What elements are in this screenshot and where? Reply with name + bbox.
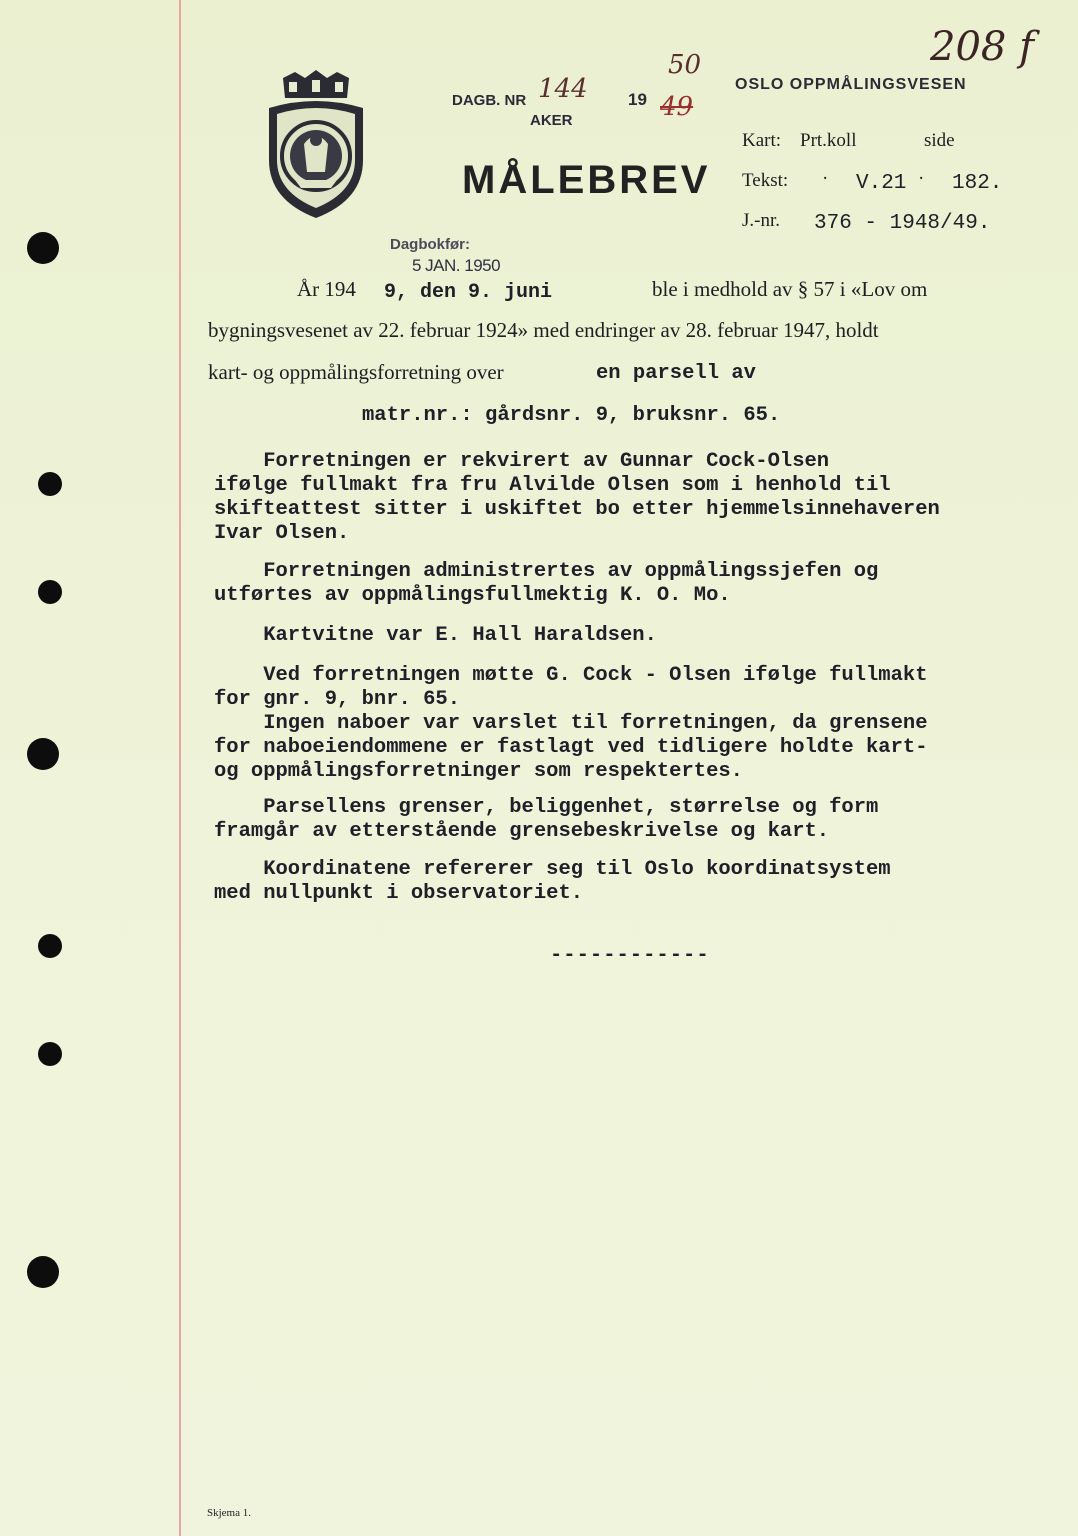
- tekst-bullet: ·: [822, 168, 829, 189]
- tekst-label: Tekst:: [742, 170, 789, 191]
- typed-line-p4: og oppmålingsforretninger som respektertes.: [214, 760, 743, 783]
- stamp-label: Dagbokfør:: [390, 236, 470, 253]
- typed-line-p5: framgår av etterstående grensebeskrivelse og kart.: [214, 820, 830, 843]
- separator-line: ------------: [550, 944, 710, 967]
- margin-rule: [179, 0, 181, 1536]
- corner-note: 208 f: [930, 24, 1034, 70]
- tekst-value: V.21: [856, 172, 907, 195]
- matr-line: matr.nr.: gårdsnr. 9, bruksnr. 65.: [362, 404, 781, 427]
- typed-line-p6: Koordinatene refererer seg til Oslo koordinatsystem: [214, 858, 891, 881]
- dagb-number: 144: [538, 74, 588, 104]
- prtkoll-label: Prt.koll: [800, 130, 857, 151]
- dagb-label: DAGB. NR: [452, 92, 527, 109]
- typed-line-p1: skifteattest sitter i uskiftet bo etter hjemmelsinnehaveren: [214, 498, 940, 521]
- typed-line-p2: utførtes av oppmålingsfullmektig K. O. Mo.: [214, 584, 731, 607]
- typed-line-p1: Ivar Olsen.: [214, 522, 350, 545]
- intro-year-digit: 9, den 9. juni: [384, 281, 553, 304]
- binder-hole: [27, 1256, 59, 1288]
- intro-line2: bygningsvesenet av 22. februar 1924» med endringer av 28. februar 1947, holdt: [208, 318, 879, 342]
- intro-year-text: År 194: [297, 277, 356, 301]
- typed-line-p4: Ingen naboer var varslet til forretningen, da grensene: [214, 712, 928, 735]
- oslo-coat-of-arms-emblem: [255, 68, 377, 228]
- binder-hole: [38, 1042, 62, 1066]
- binder-hole: [27, 232, 59, 264]
- intro-line1: ble i medhold av § 57 i «Lov om: [652, 277, 928, 301]
- binder-hole: [27, 738, 59, 770]
- binder-hole: [38, 934, 62, 958]
- typed-line-p5: Parsellens grenser, beliggenhet, størrelse og form: [214, 796, 879, 819]
- typed-line-p2: Forretningen administrertes av oppmålingssjefen og: [214, 560, 879, 583]
- intro-line3-typed: en parsell av: [596, 362, 756, 385]
- intro-line3-printed: kart- og oppmålingsforretning over: [208, 360, 504, 384]
- binder-hole: [38, 472, 62, 496]
- typed-line-p3: Kartvitne var E. Hall Haraldsen.: [214, 624, 657, 647]
- jnr-value: 376 - 1948/49.: [814, 212, 991, 235]
- jnr-label: J.-nr.: [742, 210, 780, 231]
- kart-label: Kart:: [742, 130, 782, 151]
- typed-line-p4: for naboeiendommene er fastlagt ved tidligere holdte kart-: [214, 736, 928, 759]
- typed-line-p6: med nullpunkt i observatoriet.: [214, 882, 584, 905]
- typed-line-p1: Forretningen er rekvirert av Gunnar Cock-Olsen: [214, 450, 830, 473]
- year-prefix: 19: [628, 90, 647, 109]
- side-label: side: [924, 130, 955, 151]
- typed-line-p4: Ved forretningen møtte G. Cock - Olsen ifølge fullmakt: [214, 664, 928, 687]
- stamp-date: 5 JAN. 1950: [412, 256, 501, 275]
- typed-line-p1: ifølge fullmakt fra fru Alvilde Olsen som i henhold til: [214, 474, 891, 497]
- crossed-year: 49: [660, 92, 694, 122]
- document-title: MÅLEBREV: [462, 158, 711, 202]
- binder-hole: [38, 580, 62, 604]
- typed-line-p4: for gnr. 9, bnr. 65.: [214, 688, 461, 711]
- form-label: Skjema 1.: [207, 1507, 251, 1519]
- tekst-page: 182.: [952, 172, 1003, 195]
- tekst-bullet-2: ·: [918, 168, 925, 189]
- aker-label: AKER: [530, 112, 573, 129]
- office-name: OSLO OPPMÅLINGSVESEN: [735, 76, 967, 93]
- year-digits: 50: [668, 50, 702, 80]
